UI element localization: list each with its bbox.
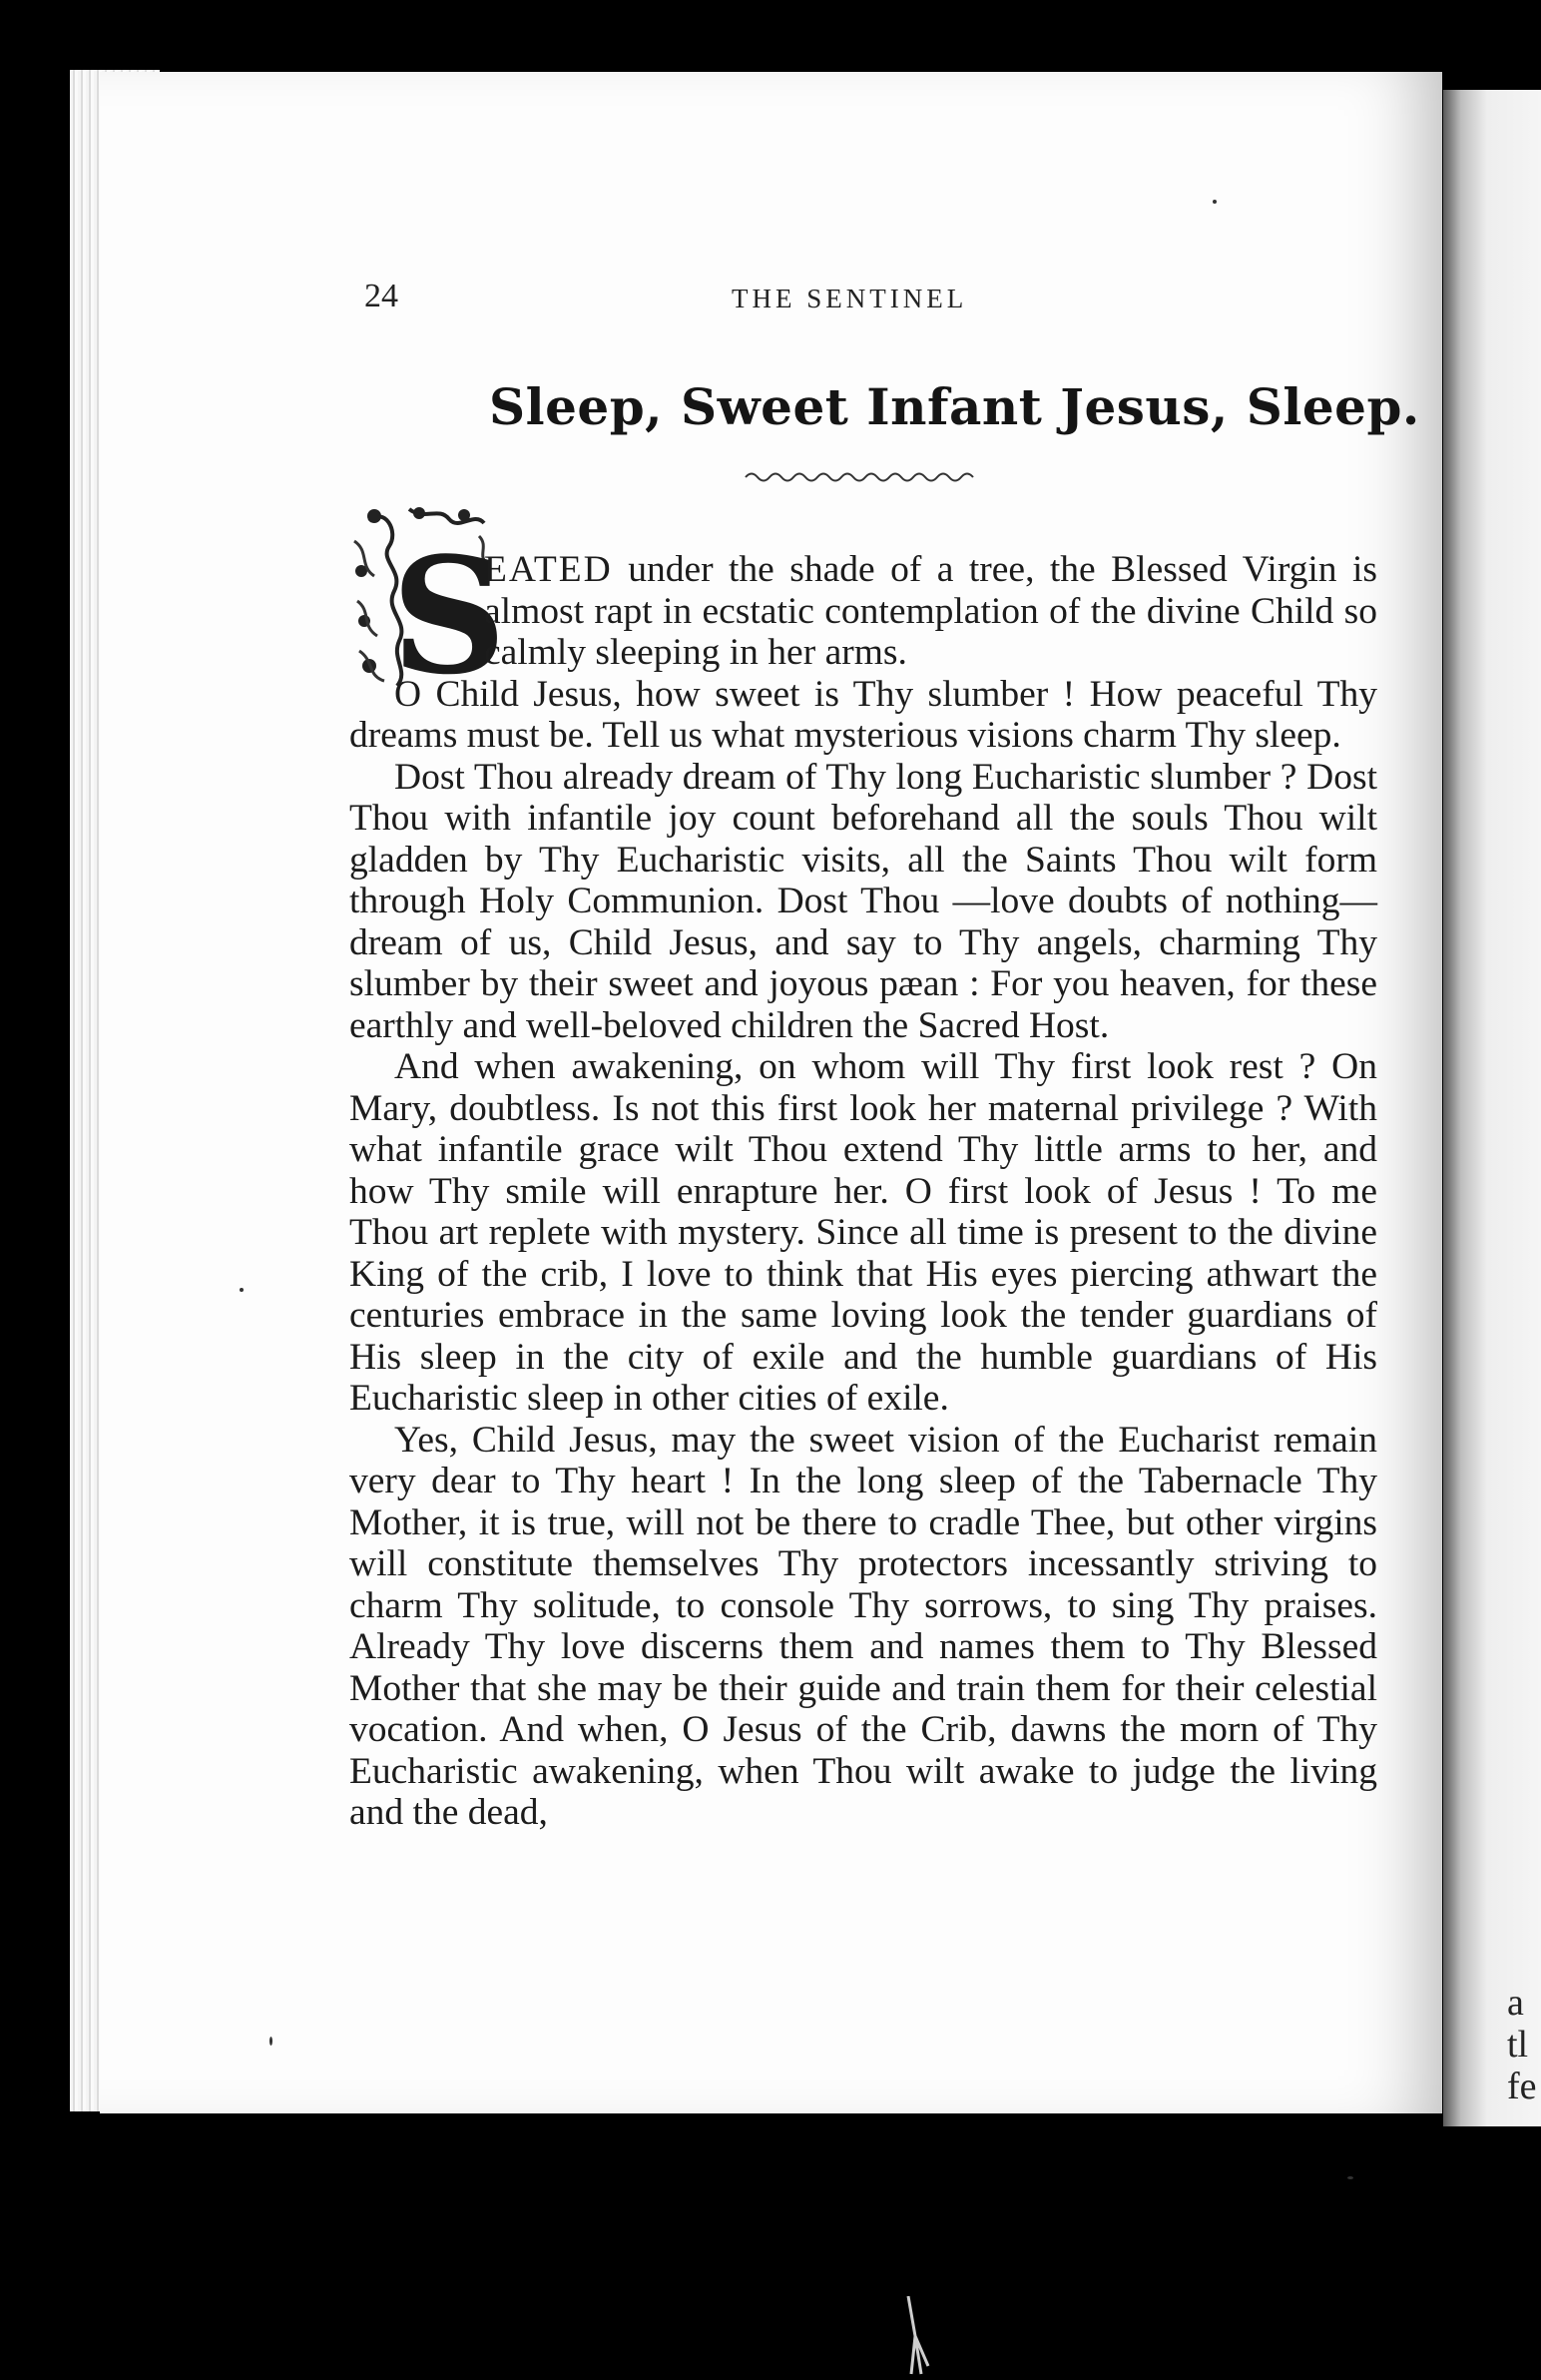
binding-thread-mark — [903, 2296, 933, 2376]
opening-paragraph — [484, 549, 1377, 674]
page-header — [364, 278, 988, 317]
article-title: Sleep, Sweet Infant Jesus, Sleep. — [489, 377, 1420, 436]
article-body — [349, 549, 1377, 1834]
paragraph: Dost Thou already dream of Thy long Eucharistic slumber ? Dost Thou with infantile joy count beforehand all the souls Thou wilt gladden by Thy Eucharistic visits, all the Saints Thou wilt form through Holy Communion. Dost Thou —love doubts of nothing—dream of us, Child Jesus, and say to Thy angels, charming Thy slumber by their sweet and joyous pæan : For you heaven, for these earthly and well-beloved children the Sacred Host. — [349, 756, 1377, 1046]
opening-smallcaps: EATED — [484, 549, 613, 590]
scan-speck — [1213, 200, 1217, 204]
opening-text: under the shade of a tree, the Blessed Virgin is almost rapt in ecstatic contemplation of the divine Child so calmly sleeping in her arms. — [484, 549, 1378, 673]
facing-page-text: a tl fe — [1507, 1982, 1537, 2107]
drop-cap-letter: S — [391, 522, 507, 710]
scan-speck — [269, 2037, 272, 2046]
running-head: THE SENTINEL — [732, 284, 968, 313]
paragraph: Yes, Child Jesus, may the sweet vision of the Eucharist remain very dear to Thy heart ! In the long sleep of the Tabernacle Thy Mother, it is true, will not be there to cradle Thee, but other virgins will constitute themselves Thy protectors incessantly striving to charm Thy solitude, to console Thy sorrows, to sing Thy praises. Already Thy love discerns them and names them to Thy Blessed Mother that she may be their guide and train them for their celestial vocation. And when, O Jesus of the Crib, dawns the morn of Thy Eucharistic awakening, when Thou wilt awake to judge the living and the dead, — [349, 1419, 1377, 1833]
page-number: 24 — [364, 278, 398, 314]
paragraph: And when awakening, on whom will Thy first look rest ? On Mary, doubtless. Is not this first look her maternal privilege ? With what infantile grace wilt Thou extend Thy little arms to her, and how Thy smile will enrapture her. O first look of Jesus ! To me Thou art replete with mystery. Since all time is present to the divine King of the crib, I love to think that His eyes piercing athwart the centuries embrace in the same loving look the tender guardians of His sleep in the city of exile and the humble guardians of His Eucharistic sleep in other cities of exile. — [349, 1046, 1377, 1419]
wavy-rule-ornament — [744, 467, 983, 491]
paragraph: O Child Jesus, how sweet is Thy slumber ! How peaceful Thy dreams must be. Tell us what mysterious visions charm Thy sleep. — [349, 673, 1377, 756]
scan-speck — [1347, 2176, 1353, 2179]
facing-page — [1443, 90, 1541, 2126]
scan-speck — [240, 1288, 244, 1292]
